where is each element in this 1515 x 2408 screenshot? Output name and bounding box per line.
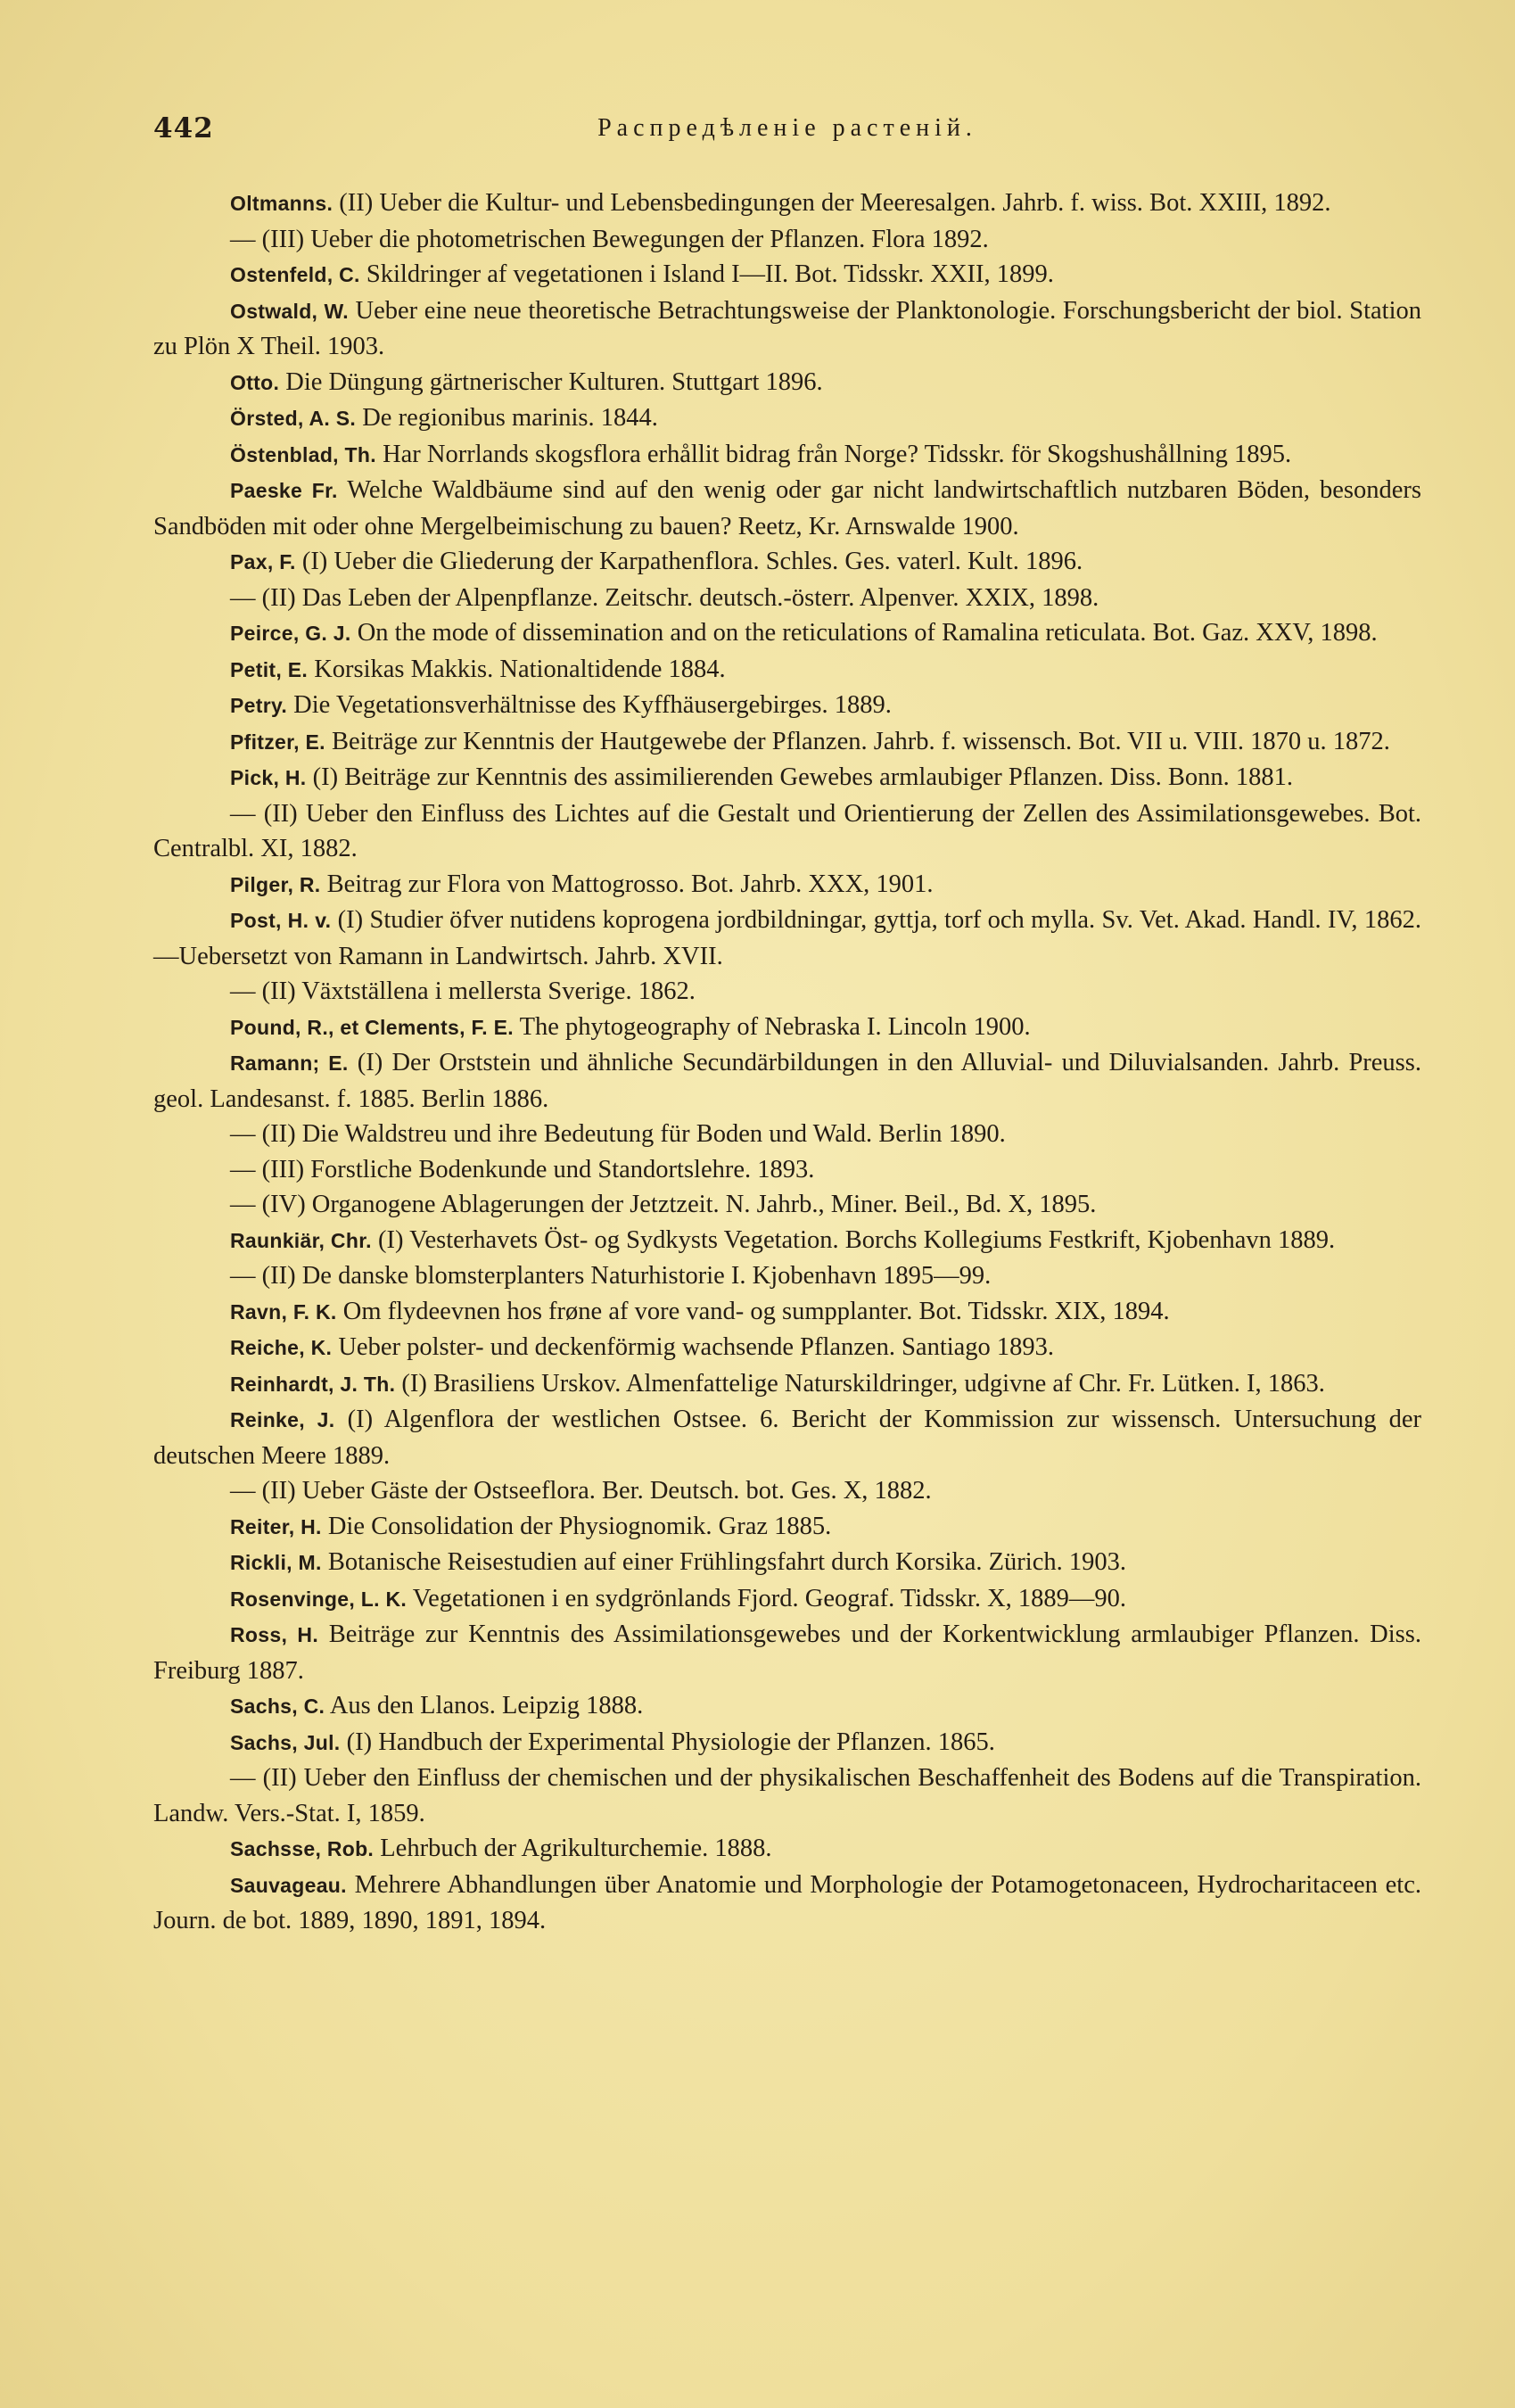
entry-text: Beitrag zur Flora von Mattogrosso. Bot. Jahrb. XXX, 1901. — [326, 870, 934, 898]
bibliography-entry — [153, 1045, 1421, 1117]
bibliography-entry — [153, 581, 1421, 616]
bibliography-entry — [153, 1294, 1421, 1331]
entry-text: (I) Vesterhavets Öst- og Sydkysts Vegetation. Borchs Kollegiums Festkrift, Kjobenhavn 1889. — [378, 1225, 1336, 1254]
bibliography-entry — [153, 1223, 1421, 1259]
entry-text: Die Düngung gärtnerischer Kulturen. Stuttgart 1896. — [285, 367, 823, 396]
entry-text: Vegetationen i en sydgrönlands Fjord. Geograf. Tidsskr. X, 1889—90. — [412, 1584, 1127, 1612]
entry-author: Rickli, M. — [230, 1551, 322, 1574]
entry-text: Lehrbuch der Agrikulturchemie. 1888. — [380, 1835, 772, 1862]
running-title: Распредѣленіе растеній. — [597, 114, 977, 142]
entry-text: (I) Handbuch der Experimental Physiologie der Pflanzen. 1865. — [346, 1728, 995, 1756]
bibliography-entry — [153, 796, 1421, 867]
entry-author: Pax, F. — [230, 550, 296, 573]
bibliography-entry — [153, 724, 1421, 761]
bibliography-entry — [153, 1117, 1421, 1152]
entry-text: — (III) Ueber die photometrischen Bewegungen der Pflanzen. Flora 1892. — [230, 225, 989, 253]
entry-text: (I) Der Orststein und ähnliche Secundärbildungen in den Alluvial- und Diluvialsanden. Jahrb. Preuss. geol. Landesanst. f. 1885. Berlin 1886. — [153, 1049, 1421, 1113]
bibliography-entry — [153, 1152, 1421, 1188]
entry-author: Post, H. v. — [230, 909, 332, 932]
entry-author: Petit, E. — [230, 657, 309, 681]
bibliography-entry — [153, 186, 1421, 222]
entry-text: (I) Brasiliens Urskov. Almenfattelige Naturskildringer, udgivne af Chr. Fr. Lütken. I, 1863. — [401, 1369, 1325, 1398]
page-header — [153, 105, 1421, 159]
entry-text: — (II) Ueber den Einfluss der chemischen und der physikalischen Beschaffenheit des Bodens auf die Transpiration. Landw. Vers.-Stat. I, 1859. — [153, 1764, 1421, 1827]
entry-author: Reiche, K. — [230, 1336, 333, 1359]
entry-author: Ravn, F. K. — [230, 1299, 337, 1324]
entry-text: — (II) Die Waldstreu und ihre Bedeutung für Boden und Wald. Berlin 1890. — [230, 1120, 1006, 1148]
entry-text: Skildringer af vegetationen i Island I—II. Bot. Tidsskr. XXII, 1899. — [366, 260, 1054, 288]
bibliography-entry — [153, 867, 1421, 903]
bibliography-entry — [153, 1617, 1421, 1688]
bibliography-entry — [153, 615, 1421, 652]
bibliography-entry — [153, 652, 1421, 689]
entry-text: (I) Studier öfver nutidens koprogena jordbildningar, gyttja, torf och mylla. Sv. Vet. Akad. Handl. IV, 1862.—Uebersetzt von Ramann in Landwirtsch. Jahrb. XVII. — [153, 906, 1421, 970]
bibliography-entry — [153, 222, 1421, 258]
entry-text: Ueber polster- und deckenförmig wachsende Pflanzen. Santiago 1893. — [338, 1333, 1055, 1361]
entry-text: (I) Ueber die Gliederung der Karpathenflora. Schles. Ges. vaterl. Kult. 1896. — [301, 548, 1083, 575]
entry-text: Die Consolidation der Physiognomik. Graz 1885. — [327, 1512, 832, 1540]
entry-text: (I) Algenflora der westlichen Ostsee. 6. Bericht der Kommission zur wissensch. Untersuchung der deutschen Meere 1889. — [153, 1406, 1422, 1470]
bibliography-entry — [153, 437, 1421, 474]
entry-text: — (II) Ueber Gäste der Ostseeflora. Ber. Deutsch. bot. Ges. X, 1882. — [230, 1477, 932, 1505]
entry-author: Pick, H. — [230, 766, 307, 789]
entry-text: Om flydeevnen hos frøne af vore vand- og sumpplanter. Bot. Tidsskr. XIX, 1894. — [342, 1297, 1170, 1325]
bibliography-entry — [153, 257, 1421, 293]
entry-text: — (II) Das Leben der Alpenpflanze. Zeitschr. deutsch.-österr. Alpenver. XXIX, 1898. — [230, 583, 1099, 612]
entry-text: Mehrere Abhandlungen über Anatomie und Morphologie der Potamogetonaceen, Hydrocharitaceen etc. Journ. de bot. 1889, 1890, 1891, 1894. — [153, 1870, 1422, 1934]
entry-author: Petry. — [230, 694, 288, 717]
entry-author: Ostwald, W. — [230, 299, 349, 323]
bibliography-entry — [153, 1545, 1421, 1581]
bibliography-entry — [153, 974, 1421, 1010]
entry-author: Raunkiär, Chr. — [230, 1228, 372, 1252]
entry-author: Pilger, R. — [230, 872, 321, 896]
entry-text: — (IV) Organogene Ablagerungen der Jetztzeit. N. Jahrb., Miner. Beil., Bd. X, 1895. — [230, 1191, 1097, 1218]
bibliography-entry — [153, 473, 1421, 544]
bibliography-entry — [153, 1581, 1421, 1618]
bibliography-entry — [153, 1831, 1421, 1868]
entry-author: Sachsse, Rob. — [230, 1837, 375, 1860]
entry-author: Reiter, H. — [230, 1514, 322, 1538]
entry-author: Ross, H. — [230, 1623, 319, 1646]
entry-text: On the mode of dissemination and on the reticulations of Ramalina reticulata. Bot. Gaz. XXV, 1898. — [357, 619, 1378, 647]
bibliography-page — [153, 105, 1421, 1939]
bibliography-entry — [153, 1473, 1421, 1509]
entry-author: Oltmanns. — [230, 192, 333, 215]
entry-author: Pfitzer, E. — [230, 730, 325, 754]
bibliography-entry — [153, 293, 1421, 365]
entry-text: Aus den Llanos. Leipzig 1888. — [329, 1692, 644, 1719]
entry-text: The phytogeography of Nebraska I. Lincoln 1900. — [519, 1012, 1031, 1041]
entry-author: Reinke, J. — [230, 1408, 335, 1431]
entry-author: Rosenvinge, L. K. — [230, 1587, 408, 1611]
bibliography-entry — [153, 1258, 1421, 1294]
entry-text: Ueber eine neue theoretische Betrachtungsweise der Planktonologie. Forschungsbericht der biol. Station zu Plön X Theil. 1903. — [153, 296, 1421, 360]
bibliography-entry — [153, 1187, 1421, 1223]
bibliography-entry — [153, 1725, 1421, 1761]
entry-text: De regionibus marinis. 1844. — [362, 404, 658, 432]
entry-text: Die Vegetationsverhältnisse des Kyffhäusergebirges. 1889. — [293, 691, 892, 719]
entry-author: Ramann; E. — [230, 1051, 349, 1075]
entry-text: — (II) Ueber den Einfluss des Lichtes auf die Gestalt und Orientierung der Zellen des Assimilationsgewebes. Bot. Centralbl. XI, 1882. — [153, 799, 1421, 862]
bibliography-entry — [153, 1366, 1421, 1403]
entry-text: Botanische Reisestudien auf einer Frühlingsfahrt durch Korsika. Zürich. 1903. — [327, 1548, 1126, 1576]
entry-text: (I) Beiträge zur Kenntnis des assimilierenden Gewebes armlaubiger Pflanzen. Diss. Bonn. 1881. — [312, 763, 1293, 791]
entry-author: Peirce, G. J. — [230, 622, 351, 645]
bibliography-entry — [153, 1010, 1421, 1046]
bibliography-entry — [153, 688, 1421, 724]
entry-author: Reinhardt, J. Th. — [230, 1372, 396, 1396]
bibliography-entry — [153, 1509, 1421, 1546]
entry-text: Welche Waldbäume sind auf den wenig oder gar nicht landwirtschaftlich nutzbaren Böden, besonders Sandböden mit oder ohne Mergelbeimischung zu bauen? Reetz, Kr. Arnswalde 1900. — [153, 476, 1421, 540]
entry-text: — (II) De danske blomsterplanters Naturhistorie I. Kjobenhavn 1895—99. — [230, 1262, 992, 1290]
entry-text: — (II) Växtställena i mellersta Sverige. 1862. — [230, 977, 696, 1005]
bibliography-entry — [153, 1402, 1421, 1473]
entry-text: (II) Ueber die Kultur- und Lebensbedingungen der Meeresalgen. Jahrb. f. wiss. Bot. XXIII, 1892. — [339, 189, 1331, 217]
bibliography-entry — [153, 760, 1421, 796]
page-number: 442 — [153, 112, 214, 144]
entry-text: — (III) Forstliche Bodenkunde und Standortslehre. 1893. — [230, 1155, 815, 1183]
entry-author: Ostenfeld, C. — [230, 263, 360, 286]
entry-author: Östenblad, Th. — [230, 442, 376, 466]
entry-author: Paeske Fr. — [230, 479, 338, 502]
bibliography-entry — [153, 1688, 1421, 1725]
entry-author: Örsted, A. S. — [230, 407, 357, 430]
entry-author: Sachs, C. — [230, 1695, 325, 1718]
bibliography-entry — [153, 400, 1421, 437]
entry-text: Har Norrlands skogsflora erhållit bidrag från Norge? Tidsskr. för Skogshushållning 1895. — [383, 440, 1292, 468]
entry-author: Sauvageau. — [230, 1873, 347, 1897]
bibliography-entry — [153, 365, 1421, 401]
entry-text: Beiträge zur Kenntnis des Assimilationsgewebes und der Korkentwicklung armlaubiger Pflanzen. Diss. Freiburg 1887. — [153, 1620, 1421, 1685]
entry-author: Pound, R., et Clements, F. E. — [230, 1015, 514, 1039]
bibliography-entry — [153, 544, 1421, 581]
entry-text: Korsikas Makkis. Nationaltidende 1884. — [314, 655, 726, 683]
entry-author: Sachs, Jul. — [230, 1730, 341, 1754]
bibliography-entry — [153, 1868, 1421, 1939]
entry-author: Otto. — [230, 370, 280, 394]
bibliography-entry — [153, 903, 1421, 974]
entry-text: Beiträge zur Kenntnis der Hautgewebe der Pflanzen. Jahrb. f. wissensch. Bot. VII u. VIII. 1870 u. 1872. — [331, 727, 1390, 755]
bibliography-entry — [153, 1761, 1421, 1831]
bibliography-list — [153, 186, 1421, 1939]
bibliography-entry — [153, 1330, 1421, 1366]
